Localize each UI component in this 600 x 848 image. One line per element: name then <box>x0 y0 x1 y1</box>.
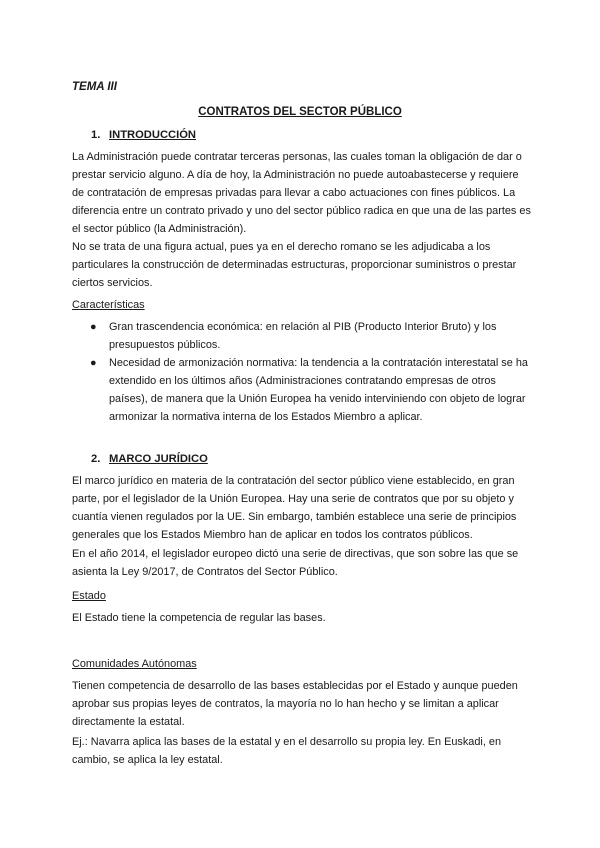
section-1-paragraph-1-block <box>72 148 532 238</box>
bullet-text: Gran trascendencia económica: en relación al PIB (Producto Interior Bruto) y los presupuestos públicos. <box>109 321 497 351</box>
section-2-paragraph-1: El marco jurídico en materia de la contratación del sector público viene establecido, en gran parte, por el legislador de la Unión Europea. Hay una serie de contratos que por su objeto y cuantía vienen regulados por la UE. Sin embargo, también establece una serie de principios generales que los Estados Miembro han de aplicar en todos los contratos públicos. <box>72 475 517 541</box>
section-2-paragraph-2-block <box>72 545 532 581</box>
ccaa-paragraph-1: Tienen competencia de desarrollo de las bases establecidas por el Estado y aunque pueden aprobar sus propias leyes de contratos, la mayoría no lo han hecho y se limitan a aplicar directamente la estatal. <box>72 680 518 728</box>
section-2-paragraph-2: En el año 2014, el legislador europeo dictó una serie de directivas, que son sobre las que se asienta la Ley 9/2017, de Contratos del Sector Público. <box>72 548 519 578</box>
section-1-number: 1. <box>91 129 101 141</box>
caracteristicas-subheading: Características <box>72 299 145 311</box>
ccaa-subheading: Comunidades Autónomas <box>72 658 197 670</box>
document-title: CONTRATOS DEL SECTOR PÚBLICO <box>198 106 402 118</box>
section-1-title: INTRODUCCIÓN <box>109 129 197 141</box>
section-2-number: 2. <box>91 453 101 465</box>
ccaa-paragraph-2: Ej.: Navarra aplica las bases de la estatal y en el desarrollo su propia ley. En Euskadi, en cambio, se aplica la ley estatal. <box>72 736 501 766</box>
section-2-paragraph-1-block <box>72 472 532 544</box>
tema-label: TEMA III <box>72 81 117 93</box>
section-1-paragraph-1: La Administración puede contratar terceras personas, las cuales toman la obligación de dar o prestar servicio alguno. A día de hoy, la Administración no puede autoabastecerse y requiere de contratación de empresas privadas para llevar a cabo actuaciones con fines públicos. La diferencia entre un contrato privado y uno del sector público radica en que una de las partes es el sector público (la Administración). <box>72 151 531 235</box>
estado-subheading: Estado <box>72 590 106 602</box>
estado-paragraph: El Estado tiene la competencia de regular las bases. <box>72 612 326 624</box>
section-2-heading <box>91 450 208 468</box>
estado-paragraph-block <box>72 609 532 627</box>
section-1-paragraph-2-block <box>72 238 532 292</box>
section-2-title: MARCO JURÍDICO <box>109 453 208 465</box>
list-item <box>72 318 532 354</box>
bullet-icon: ● <box>90 321 97 333</box>
bullet-text: Necesidad de armonización normativa: la tendencia a la contratación interestatal se ha extendido en los últimos años (Administraciones contratando empresas de otros países), de manera que la Unión Europea ha venido interviniendo con objeto de lograr armonizar la normativa interna de los Estados Miembro a aplicar. <box>109 357 528 423</box>
ccaa-paragraph-2-block <box>72 733 532 769</box>
ccaa-paragraph-1-block <box>72 677 532 731</box>
caracteristicas-list <box>72 318 532 426</box>
list-item <box>72 354 532 426</box>
bullet-icon: ● <box>90 357 97 369</box>
section-1-paragraph-2: No se trata de una figura actual, pues ya en el derecho romano se les adjudicaba a los particulares la construcción de determinadas estructuras, proporcionar suministros o prestar ciertos servicios. <box>72 241 517 289</box>
section-1-heading <box>91 126 196 144</box>
